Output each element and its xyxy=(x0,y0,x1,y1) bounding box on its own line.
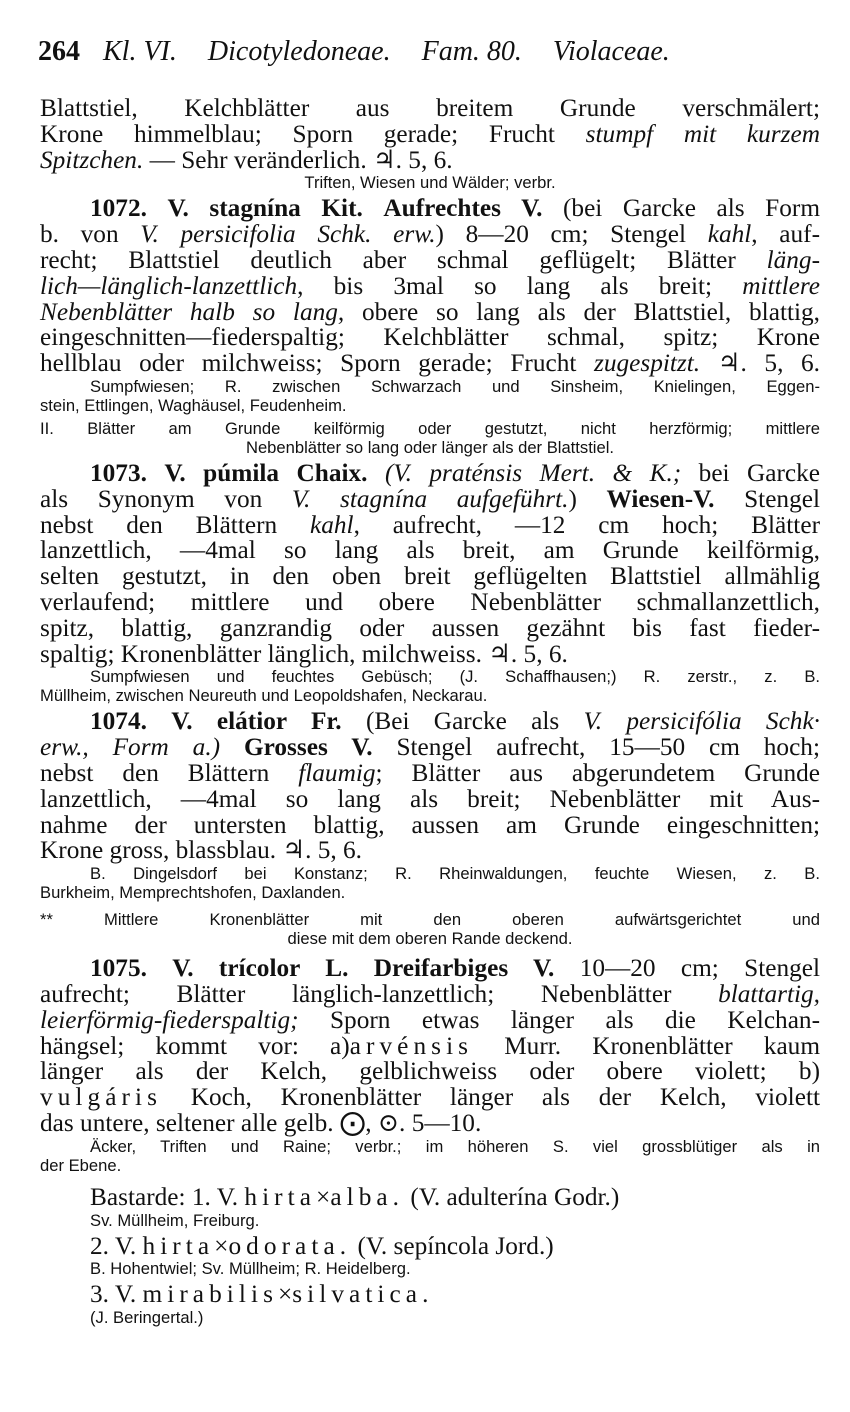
italic-span: Spitzchen. xyxy=(40,145,144,174)
spaced-span: arvénsis xyxy=(349,1031,474,1060)
text-span: 2. V. xyxy=(90,1231,137,1260)
species-entry-1073 xyxy=(40,458,821,706)
text-span: Sporn etwas länger als die Kelchan- xyxy=(329,1005,820,1034)
habitat-line: B. Hohentwiel; Sv. Müllheim; R. Heidelberg. xyxy=(90,1259,411,1279)
text-span: ♃. 5, 6. xyxy=(717,349,820,378)
text-line xyxy=(40,810,820,839)
text-span: bei Garcke xyxy=(698,458,821,487)
text-span: Krone gross, blassblau. ♃. 5, 6. xyxy=(40,836,362,865)
text-line xyxy=(40,351,820,377)
german-name: Wiesen-V. xyxy=(606,484,715,513)
cross-symbol: × xyxy=(316,1182,331,1211)
text-line xyxy=(40,1005,820,1034)
text-span: Krone himmelblau; Sporn gerade; Frucht xyxy=(40,119,555,148)
italic-span: kahl xyxy=(310,510,354,539)
italic-span: erw., Form a.) xyxy=(40,733,221,762)
text-line xyxy=(40,784,820,813)
species-name: V. púmila Chaix. xyxy=(164,458,368,487)
text-line xyxy=(40,639,820,668)
species-name: V. trícolor L. xyxy=(172,954,349,983)
text-span: , bis 3mal so lang als breit; xyxy=(297,271,713,300)
text-span: hängsel; kommt vor: a) xyxy=(40,1031,350,1060)
species-entry-1074 xyxy=(40,709,820,902)
text-line xyxy=(40,758,820,787)
text-span: , auf- xyxy=(751,220,821,249)
text-span: nebst den Blättern xyxy=(40,510,278,539)
spaced-span: odorata. xyxy=(228,1231,352,1260)
text-span: obere so lang als der Blattstiel, blattig, xyxy=(362,297,820,326)
text-span: das untere, seltener alle gelb. ⨀, ⊙. 5—10. xyxy=(40,1108,482,1137)
text-line xyxy=(40,458,821,487)
hybrid-line xyxy=(40,1231,820,1260)
text-span: 10—20 cm; Stengel xyxy=(579,954,821,983)
habitat-line: der Ebene. xyxy=(40,1155,122,1175)
species-name: V. elátior Fr. xyxy=(171,707,342,736)
text-line xyxy=(40,119,820,148)
hybrid-line xyxy=(40,1182,820,1211)
habitat-line: Sumpfwiesen; R. zwischen Schwarzach und Sinsheim, Knielingen, Eggen- xyxy=(90,376,820,396)
italic-span: lich—länglich-lanzettlich xyxy=(40,271,298,300)
text-line xyxy=(40,613,820,642)
text-span: Murr. Kronenblätter kaum xyxy=(504,1031,820,1060)
text-span: länger als der Kelch, gelblichweiss oder obere violett; b) xyxy=(40,1057,820,1086)
hybrids-section xyxy=(40,1182,820,1328)
running-header xyxy=(38,34,818,70)
text-line xyxy=(40,735,820,761)
entry-number: 1074. xyxy=(90,707,147,736)
spaced-span: mirabilis xyxy=(142,1280,278,1309)
key-line: diese mit dem oberen Rande deckend. xyxy=(287,929,573,949)
entry-number: 1075. xyxy=(90,954,147,983)
habitat-line: Äcker, Triften und Raine; verbr.; im höheren S. viel grossblütiger als in xyxy=(90,1136,820,1156)
habitat-line: Sv. Müllheim, Freiburg. xyxy=(90,1210,260,1230)
key-line: Nebenblätter so lang oder länger als der Blattstiel. xyxy=(245,437,615,457)
german-name: Dreifarbiges V. xyxy=(373,954,555,983)
text-line xyxy=(40,538,820,564)
text-line xyxy=(40,1085,820,1111)
spaced-span: vulgáris xyxy=(40,1083,162,1112)
text-span: eingeschnitten—fiederspaltig; Kelchblätter schmal, spitz; Krone xyxy=(40,323,820,352)
text-line xyxy=(40,956,820,982)
hybrid-line xyxy=(40,1282,820,1308)
text-line xyxy=(40,245,820,274)
entry-number: 1073. xyxy=(90,458,147,487)
spaced-span: hirta xyxy=(142,1231,215,1260)
entry-number: 1072. xyxy=(90,194,147,223)
italic-span: blattartig, xyxy=(718,979,820,1008)
page-number: 264 xyxy=(38,36,80,67)
header-family: Fam. 80. xyxy=(421,36,522,67)
text-span: — Sehr veränderlich. ♃. 5, 6. xyxy=(149,145,453,174)
habitat-line: (J. Beringertal.) xyxy=(90,1308,204,1328)
text-span: spitz, blattig, ganzrandig oder aussen gezähnt bis fast fieder- xyxy=(40,613,820,642)
page-body xyxy=(40,96,820,1327)
text-line xyxy=(40,1031,820,1060)
text-span: spaltig; Kronenblätter länglich, milchweiss. ♃. 5, 6. xyxy=(40,639,568,668)
text-span: b. von xyxy=(40,220,119,249)
text-span: Koch, Kronenblätter länger als der Kelch, violett xyxy=(190,1083,820,1112)
cross-symbol: × xyxy=(277,1280,293,1309)
text-line xyxy=(40,1108,820,1137)
german-name: Aufrechtes V. xyxy=(383,194,543,223)
text-span: (Bei Garcke als xyxy=(365,707,560,736)
text-line xyxy=(40,196,820,222)
habitat-line: stein, Ettlingen, Waghäusel, Feudenheim. xyxy=(40,395,347,415)
header-group: Dicotyledoneae. xyxy=(207,36,391,67)
italic-span: V. persicifolia Schk. erw. xyxy=(140,220,436,249)
text-line xyxy=(40,271,821,300)
italic-span: V. stagnína aufgeführt. xyxy=(291,484,569,513)
text-span: recht; Blattstiel deutlich aber schmal geflügelt; Blätter xyxy=(40,245,736,274)
text-span: lanzettlich, —4mal so lang als breit, am Grunde keilförmig, xyxy=(40,536,820,565)
text-span: ) 8—20 cm; Stengel xyxy=(435,220,687,249)
spaced-span: hirta xyxy=(244,1182,317,1211)
text-span: als Synonym von xyxy=(40,484,263,513)
text-span: (V. sepíncola Jord.) xyxy=(357,1231,554,1260)
text-span: lanzettlich, —4mal so lang als breit; Nebenblätter mit Aus- xyxy=(40,784,820,813)
text-span: Bastarde: 1. V. xyxy=(90,1182,239,1211)
species-entry-1072 xyxy=(40,196,820,415)
key-line: II. Blätter am Grunde keilförmig oder gestutzt, nicht herzförmig; mittlere xyxy=(40,418,820,438)
header-family-name: Violaceae. xyxy=(552,36,670,67)
text-span: (V. adulterína Godr.) xyxy=(410,1182,620,1211)
italic-span: (V. praténsis Mert. & K.; xyxy=(384,458,682,487)
habitat-line: Triften, Wiesen und Wälder; verbr. xyxy=(304,173,556,193)
text-span: Blattstiel, Kelchblätter aus breitem Grunde verschmälert; xyxy=(40,94,820,122)
text-span: selten gestutzt, in den oben breit geflügelten Blattstiel allmählig xyxy=(40,562,820,591)
text-line xyxy=(40,484,820,513)
italic-span: kahl xyxy=(707,220,752,249)
text-span: aufrecht; Blätter länglich-lanzettlich; Nebenblätter xyxy=(40,979,672,1008)
spaced-span: silvatica. xyxy=(292,1280,434,1309)
italic-span: läng- xyxy=(766,245,820,274)
text-span: nahme der untersten blattig, aussen am Grunde eingeschnitten; xyxy=(40,810,820,839)
spaced-span: alba. xyxy=(330,1182,405,1211)
text-line xyxy=(40,838,820,864)
key-lead-double-star xyxy=(40,910,820,948)
text-span: nebst den Blättern xyxy=(40,758,270,787)
species-name: V. stagnína Kit. xyxy=(167,194,363,223)
text-span: ; Blätter aus abgerundetem Grunde xyxy=(375,758,820,787)
italic-span: mittlere xyxy=(742,271,821,300)
italic-span: Nebenblätter halb so lang, xyxy=(40,297,345,326)
text-line xyxy=(40,145,820,174)
text-span: verlaufend; mittlere und obere Nebenblätter schmallanzettlich, xyxy=(40,587,820,616)
text-span: Stengel aufrecht, 15—50 cm hoch; xyxy=(396,733,820,762)
text-span: ) xyxy=(568,484,577,513)
german-name: Grosses V. xyxy=(243,733,373,762)
text-line xyxy=(40,96,820,122)
italic-span: flaumig xyxy=(298,758,376,787)
text-span: Stengel xyxy=(744,484,820,513)
text-span: , aufrecht, —12 cm hoch; Blätter xyxy=(353,510,820,539)
header-class: Kl. VI. xyxy=(103,36,177,67)
text-line xyxy=(40,587,820,616)
text-line xyxy=(40,709,820,735)
italic-span: stumpf mit kurzem xyxy=(585,119,820,148)
text-line xyxy=(40,325,820,351)
species-entry-1075 xyxy=(40,956,820,1175)
italic-span: leierförmig-fiederspaltig; xyxy=(40,1005,299,1034)
text-span: 3. V. xyxy=(90,1280,137,1309)
italic-span: zugespitzt. xyxy=(594,349,701,378)
text-line xyxy=(40,510,820,539)
intro-paragraph xyxy=(40,96,820,192)
text-line xyxy=(40,222,820,248)
text-line xyxy=(40,564,820,590)
habitat-line: B. Dingelsdorf bei Konstanz; R. Rheinwaldungen, feuchte Wiesen, z. B. xyxy=(90,864,820,884)
text-span: hellblau oder milchweiss; Sporn gerade; Frucht xyxy=(40,349,577,378)
text-line xyxy=(40,979,820,1008)
cross-symbol: × xyxy=(214,1231,229,1260)
key-lead-II xyxy=(40,419,820,457)
text-line xyxy=(40,1059,820,1085)
habitat-line: Müllheim, zwischen Neureuth und Leopoldshafen, Neckarau. xyxy=(40,686,488,706)
habitat-line: Burkheim, Memprechtshofen, Daxlanden. xyxy=(40,883,346,903)
habitat-line: Sumpfwiesen und feuchtes Gebüsch; (J. Schaffhausen;) R. zerstr., z. B. xyxy=(90,667,820,687)
text-span: (bei Garcke als Form xyxy=(563,194,820,223)
italic-span: V. persicifólia Schk· xyxy=(583,707,820,736)
text-line xyxy=(40,297,820,326)
key-line: ** Mittlere Kronenblätter mit den oberen aufwärtsgerichtet und xyxy=(40,910,820,930)
